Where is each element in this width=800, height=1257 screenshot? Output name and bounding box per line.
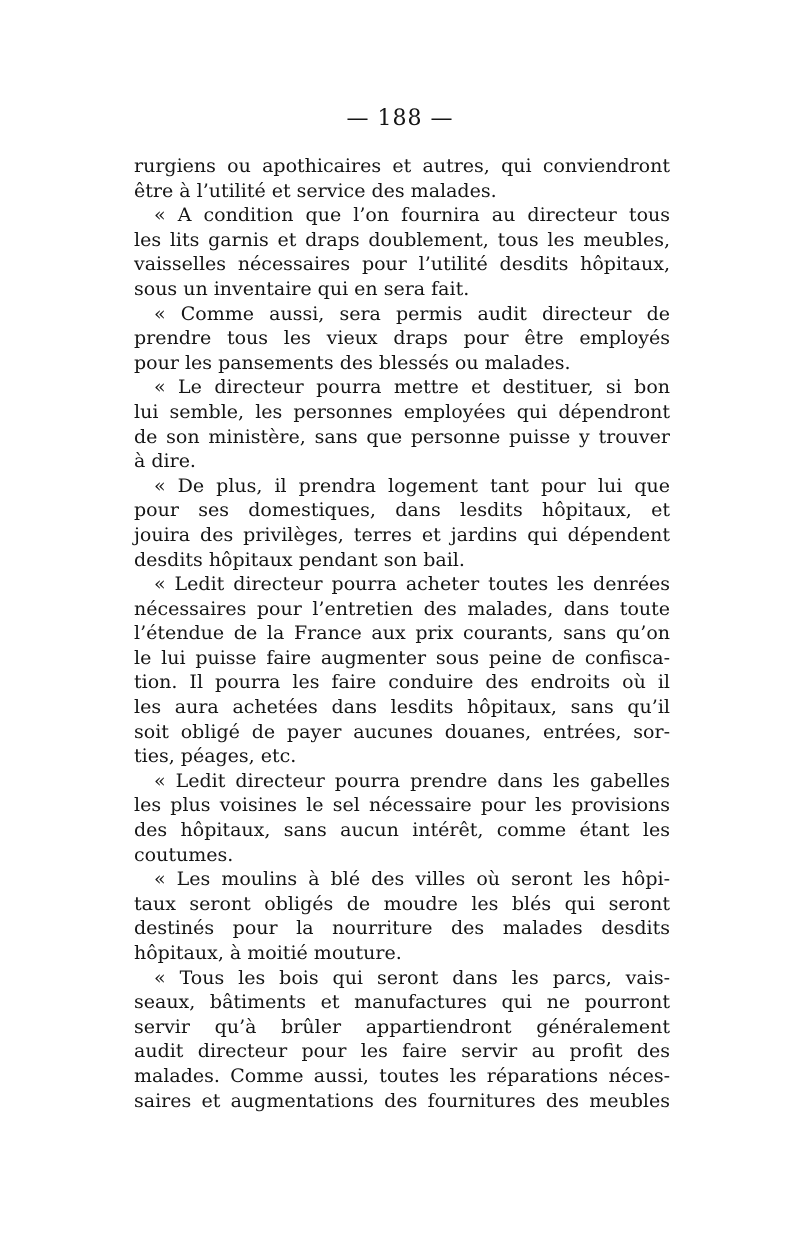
text-line: vaisselles nécessaires pour l’utilité desdits hôpitaux, bbox=[134, 253, 670, 276]
text-line: rurgiens ou apothicaires et autres, qui conviendront bbox=[134, 155, 670, 177]
text-line: servir qu’à brûler appartiendront généralement bbox=[134, 1015, 670, 1038]
text-line: pour ses domestiques, dans lesdits hôpitaux, et bbox=[134, 499, 670, 522]
text-line: les aura achetées dans lesdits hôpitaux, sans qu’il bbox=[134, 696, 670, 719]
text-line: être à l’utilité et service des malades. bbox=[134, 179, 497, 202]
page-number: — 188 — bbox=[346, 106, 454, 131]
text-line: sous un inventaire qui en sera fait. bbox=[134, 277, 470, 300]
text-line: saires et augmentations des fournitures des meubles bbox=[134, 1089, 670, 1112]
text-line: lui semble, les personnes employées qui dépendront bbox=[134, 400, 670, 423]
body-text bbox=[134, 154, 670, 1113]
text-line: nécessaires pour l’entretien des malades, dans toute bbox=[134, 597, 670, 620]
text-line: jouira des privilèges, terres et jardins qui dépendent bbox=[134, 523, 670, 546]
text-line: hôpitaux, à moitié mouture. bbox=[134, 942, 402, 964]
text-line: « Ledit directeur pourra acheter toutes les denrées bbox=[154, 573, 670, 596]
text-line: desdits hôpitaux pendant son bail. bbox=[134, 548, 465, 571]
text-line: « De plus, il prendra logement tant pour lui que bbox=[154, 474, 670, 497]
text-line: le lui puisse faire augmenter sous peine de confisca- bbox=[134, 646, 670, 669]
text-line: audit directeur pour les faire servir au profit des bbox=[134, 1040, 670, 1063]
text-line: « Ledit directeur pourra prendre dans les gabelles bbox=[154, 769, 670, 792]
text-line: « Tous les bois qui seront dans les parcs, vais- bbox=[154, 966, 670, 989]
text-line: malades. Comme aussi, toutes les réparations néces- bbox=[134, 1064, 670, 1087]
text-line: destinés pour la nourriture des malades desdits bbox=[134, 917, 670, 940]
text-line: « Comme aussi, sera permis audit directeur de bbox=[154, 302, 670, 325]
text-line: taux seront obligés de moudre les blés qui seront bbox=[134, 892, 670, 915]
text-line: pour les pansements des blessés ou malades. bbox=[134, 351, 571, 374]
text-line: « Les moulins à blé des villes où seront les hôpi- bbox=[154, 868, 670, 891]
text-line: tion. Il pourra les faire conduire des endroits où il bbox=[134, 671, 670, 694]
text-line: coutumes. bbox=[134, 843, 234, 866]
text-line: « Le directeur pourra mettre et destituer, si bon bbox=[154, 376, 670, 399]
text-line: l’étendue de la France aux prix courants, sans qu’on bbox=[134, 622, 670, 645]
text-line: à dire. bbox=[134, 450, 196, 473]
text-line: seaux, bâtiments et manufactures qui ne pourront bbox=[134, 991, 670, 1014]
text-line: soit obligé de payer aucunes douanes, entrées, sor- bbox=[134, 720, 670, 743]
text-line: ties, péages, etc. bbox=[134, 745, 297, 768]
text-line: des hôpitaux, sans aucun intérêt, comme étant les bbox=[134, 819, 670, 842]
text-line: les plus voisines le sel nécessaire pour les provisions bbox=[134, 794, 670, 817]
text-line: prendre tous les vieux draps pour être employés bbox=[134, 327, 670, 350]
text-line: de son ministère, sans que personne puisse y trouver bbox=[134, 425, 670, 448]
text-line: « A condition que l’on fournira au directeur tous bbox=[154, 204, 670, 227]
text-line: les lits garnis et draps doublement, tous les meubles, bbox=[134, 228, 670, 251]
